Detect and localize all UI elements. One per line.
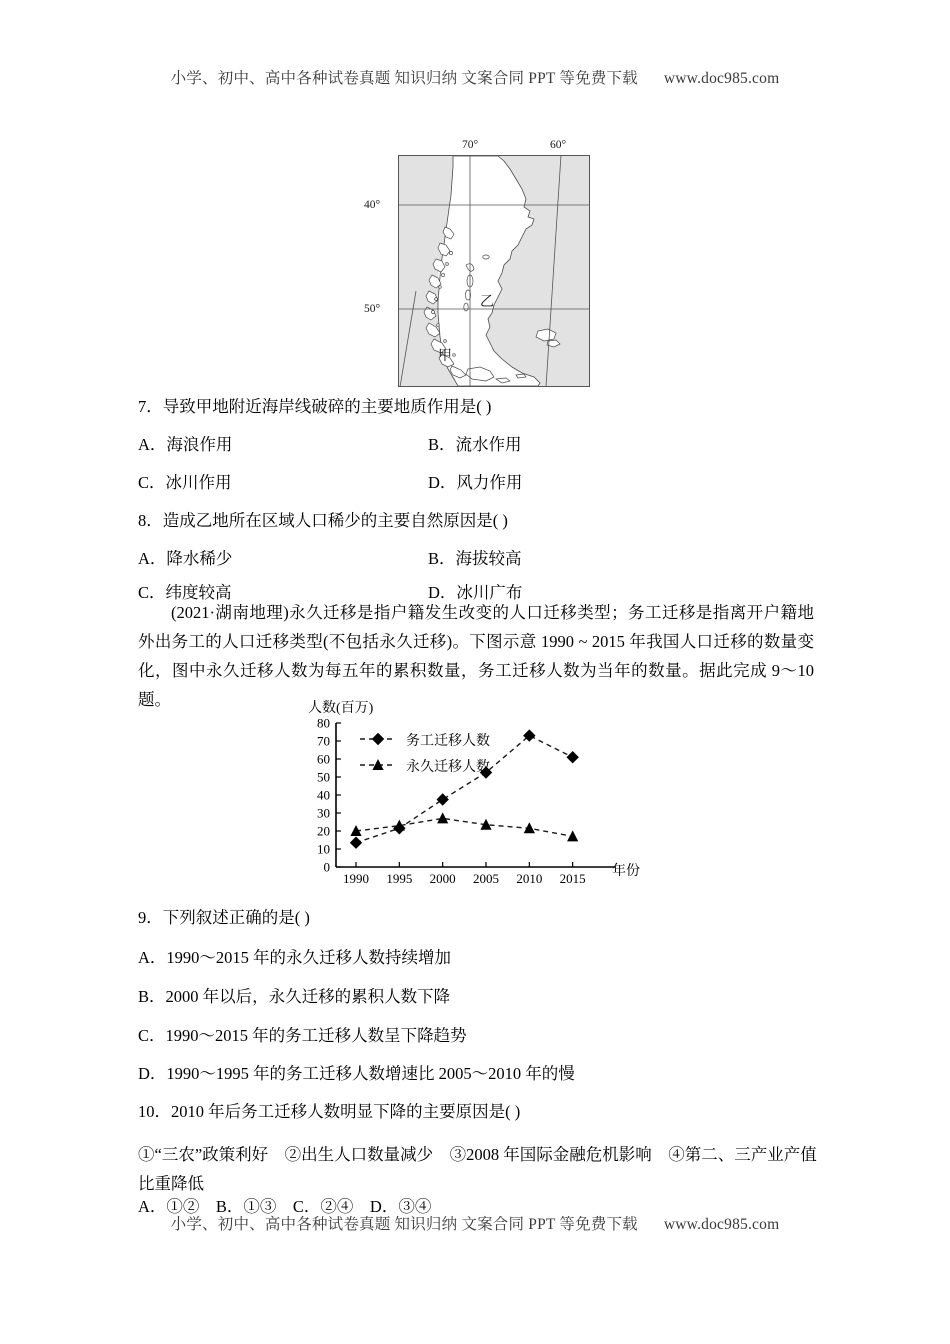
question-7-option-d[interactable]: D．风力作用 xyxy=(428,473,523,492)
question-9-option-a[interactable]: A．1990～2015 年的永久迁移人数持续增加 xyxy=(138,948,452,967)
question-8-option-d[interactable]: D．冰川广布 xyxy=(428,583,523,602)
question-9-option-b[interactable]: B．2000 年以后，永久迁移的累积人数下降 xyxy=(138,987,451,1006)
map-label-yi: 乙 xyxy=(480,295,494,310)
question-9-option-c[interactable]: C．1990～2015 年的务工迁移人数呈下降趋势 xyxy=(138,1026,467,1045)
question-7-option-a[interactable]: A．海浪作用 xyxy=(138,435,233,454)
header-watermark-text: 小学、初中、高中各种试卷真题 知识归纳 文案合同 PPT 等免费下载 xyxy=(170,70,638,87)
svg-text:10: 10 xyxy=(317,841,330,857)
chart-x-axis-title: 年份 xyxy=(612,864,640,879)
svg-text:80: 80 xyxy=(317,715,330,731)
map-latitude-label-40: 40° xyxy=(364,199,381,211)
migration-passage: (2021·湖南地理)永久迁移是指户籍发生改变的人口迁移类型；务工迁移是指离开户籍地外出务工的人口迁移类型(不包括永久迁移)。下图示意 1990 ~ 2015 年我国人口迁移的数量变化，图中永久迁移人数为每五年的累积数量，务工迁移人数为当年的数量。据此完成 9～10 题。 xyxy=(138,603,814,709)
svg-text:2010: 2010 xyxy=(516,871,543,886)
svg-text:20: 20 xyxy=(317,823,330,839)
map-graphic xyxy=(398,155,590,387)
svg-text:1990: 1990 xyxy=(343,871,369,886)
header-watermark xyxy=(0,66,950,88)
footer-watermark-url: www.doc985.com xyxy=(663,1216,780,1233)
chart-plot xyxy=(300,715,660,890)
map-longitude-label-60: 60° xyxy=(550,139,567,151)
svg-text:70: 70 xyxy=(317,733,330,749)
question-7-stem: 7．导致甲地附近海岸线破碎的主要地质作用是( ) xyxy=(138,397,492,416)
question-8-option-a[interactable]: A．降水稀少 xyxy=(138,549,233,568)
map-figure xyxy=(364,139,590,387)
chart-x-ticks xyxy=(343,862,586,886)
map-latitude-label-50: 50° xyxy=(364,303,381,315)
chart-y-ticks xyxy=(317,716,341,875)
question-8-stem: 8．造成乙地所在区域人口稀少的主要自然原因是( ) xyxy=(138,511,508,530)
question-7-option-c[interactable]: C．冰川作用 xyxy=(138,473,232,492)
question-9-option-d[interactable]: D．1990～1995 年的务工迁移人数增速比 2005～2010 年的慢 xyxy=(138,1064,575,1083)
question-7-option-b[interactable]: B．流水作用 xyxy=(428,435,522,454)
question-9-stem: 9．下列叙述正确的是( ) xyxy=(138,908,310,927)
question-10-options[interactable]: A．①② B．①③ C．②④ D．③④ xyxy=(138,1197,432,1216)
chart-y-axis-title: 人数(百万) xyxy=(308,701,374,716)
svg-text:务工迁移人数: 务工迁移人数 xyxy=(406,734,490,749)
svg-text:30: 30 xyxy=(317,805,330,821)
question-10-stem: 10．2010 年后务工迁移人数明显下降的主要原因是( ) xyxy=(138,1102,521,1121)
question-8-option-c[interactable]: C．纬度较高 xyxy=(138,583,232,602)
header-watermark-url: www.doc985.com xyxy=(663,70,780,87)
migration-line-chart xyxy=(300,697,660,897)
footer-watermark-text: 小学、初中、高中各种试卷真题 知识归纳 文案合同 PPT 等免费下载 xyxy=(170,1216,638,1233)
chart-legend xyxy=(360,732,490,775)
svg-text:60: 60 xyxy=(317,751,330,767)
question-10-statements: ①“三农”政策利好 ②出生人口数量减少 ③2008 年国际金融危机影响 ④第二、三产业产值比重降低 xyxy=(138,1145,817,1193)
map-longitude-label-70: 70° xyxy=(462,139,479,151)
svg-text:50: 50 xyxy=(317,769,330,785)
svg-text:永久迁移人数: 永久迁移人数 xyxy=(406,760,490,775)
svg-text:40: 40 xyxy=(317,787,330,803)
svg-text:2000: 2000 xyxy=(429,871,456,886)
svg-text:2005: 2005 xyxy=(473,871,499,886)
footer-watermark xyxy=(0,1212,950,1234)
map-label-jia: 甲 xyxy=(438,349,452,364)
svg-text:0: 0 xyxy=(323,859,330,875)
question-8-option-b[interactable]: B．海拔较高 xyxy=(428,549,522,568)
svg-text:1995: 1995 xyxy=(386,871,413,886)
svg-text:2015: 2015 xyxy=(559,871,586,886)
